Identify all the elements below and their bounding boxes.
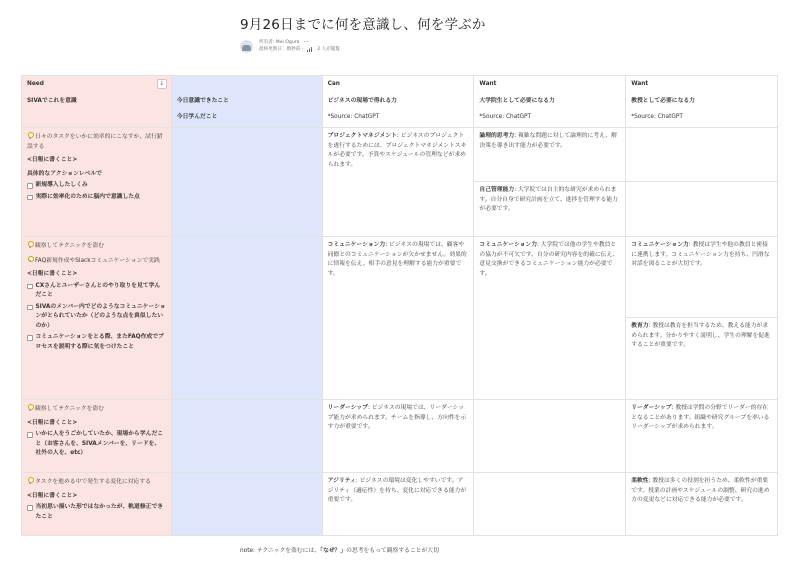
- checkbox-icon[interactable]: [27, 284, 33, 290]
- column-sublabel-2: 今日学んだこと: [176, 114, 218, 120]
- page-meta: [240, 39, 340, 53]
- prof-cell[interactable]: [626, 400, 778, 473]
- lightbulb-icon: [27, 241, 33, 248]
- today-cell[interactable]: [172, 473, 323, 536]
- today-cell[interactable]: [172, 400, 323, 473]
- column-source: *Source: ChatGPT: [631, 114, 683, 120]
- skill-term: 教育力: [631, 323, 649, 329]
- table-header-row: [22, 76, 778, 128]
- database-table: [21, 75, 778, 536]
- need-lead: 観察してテクニックを盗む: [27, 241, 166, 252]
- skill-text: : ビジネスのプロジェクトを遂行するためには、プロジェクトマネジメントスキルが必要です。予算やスケジュールの管理などが求められます。: [327, 133, 467, 168]
- grad-cell[interactable]: [474, 237, 626, 400]
- prof-cell[interactable]: [626, 473, 778, 536]
- need-cell[interactable]: [22, 400, 172, 473]
- checklist-item[interactable]: SIVAのメンバー内でどのようなコミュニケーションがとられていたか（どのような点を真似したいのか）: [27, 303, 166, 332]
- need-lead-2: FAQ新規作成やSlackコミュニケーションで実践: [27, 256, 166, 267]
- lightbulb-icon: [27, 256, 33, 263]
- checkbox-icon[interactable]: [27, 195, 33, 201]
- skill-text: : ビジネスの環境は変化しやすいです。アジリティ（適応性）を持ち、変化に対応できる能力が重要です。: [327, 478, 467, 503]
- section-heading: <日報に書くこと>: [27, 419, 78, 426]
- column-source: *Source: ChatGPT: [327, 114, 380, 120]
- column-sublabel: SIVAでこれを意識: [27, 98, 77, 104]
- lightbulb-icon: [27, 404, 33, 411]
- need-lead: 観察してテクニックを盗む: [27, 404, 166, 415]
- checklist-item[interactable]: 実際に効率化のために脳内で意識した点: [27, 193, 166, 203]
- skill-text: : 教授は学生や他の教員と密接に連携します。コミュニケーション力を持ち、円滑な対話を図ることが大切です。: [631, 242, 770, 267]
- skill-text: : 教授は教育を担当するため、教える能力が求められます。分かりやすく説明し、学生の理解を促進することが重要です。: [631, 323, 770, 348]
- checkbox-icon[interactable]: [27, 305, 33, 311]
- skill-term: コミュニケーション力: [479, 242, 538, 248]
- checklist-item[interactable]: 新規導入したしくみ: [27, 181, 166, 191]
- grad-cell[interactable]: [474, 473, 626, 536]
- footer-note: note: テクニックを盗むには、「なぜ？」の思考をもって観察することが大切: [240, 548, 439, 554]
- grad-cell[interactable]: [474, 128, 626, 237]
- skill-text: : 教授は多くの役割を担うため、柔軟性が重要です。授業の計画やスケジュールの調整、研究の進め方の変更などに対応できる能力が必要です。: [631, 478, 770, 503]
- today-cell[interactable]: [172, 237, 323, 400]
- skill-text: : 複雑な問題に対して論理的に考え、解決策を導き出す能力が必要です。: [479, 133, 617, 149]
- column-label: Need: [27, 81, 44, 87]
- skill-term: 柔軟性: [631, 478, 649, 484]
- skill-term: コミュニケーション力: [631, 242, 689, 248]
- checkbox-icon[interactable]: [27, 183, 33, 189]
- checklist-item[interactable]: いかに人をうごかしていたか、現場から学んだこと（お客さんを、SIVAメンバーを、リードを、社外の人を、etc）: [27, 430, 166, 459]
- skill-term: リーダーシップ: [327, 405, 368, 411]
- lightbulb-icon: [27, 477, 33, 484]
- column-header-can[interactable]: [323, 76, 475, 128]
- skill-text: : ビジネスの現場では、顧客や同僚とのコミュニケーションが欠かせません。効果的に情報を伝え、相手の意見を理解する能力が重要です。: [327, 242, 467, 277]
- skill-term: リーダーシップ: [631, 405, 672, 411]
- skill-term: アジリティ: [327, 478, 356, 484]
- checklist-item[interactable]: CXさんとユーザーさんとのやり取りを見て学んだこと: [27, 282, 166, 301]
- column-sublabel: 教授として必要になる力: [631, 98, 695, 104]
- skill-text: : 教授は学問の分野でリーダー的存在となることがあります。組織や研究グループを率いるリーダーシップが求められます。: [631, 405, 770, 430]
- column-header-need[interactable]: [22, 76, 172, 128]
- checkbox-icon[interactable]: [27, 335, 33, 341]
- need-lead: タスクを進める中で発生する変化に対応する: [27, 477, 166, 488]
- page-avatar-icon[interactable]: [240, 40, 253, 53]
- need-cell[interactable]: [22, 237, 172, 400]
- sort-icon[interactable]: ↓: [157, 79, 167, 89]
- viewers-icon: [307, 47, 313, 52]
- checkbox-icon[interactable]: [27, 505, 33, 511]
- can-cell[interactable]: [323, 128, 475, 237]
- table-row: [22, 400, 778, 473]
- column-label: Can: [327, 81, 340, 87]
- column-sublabel: 今日意識できたこと: [176, 98, 229, 104]
- column-label: Want: [631, 81, 649, 87]
- today-cell[interactable]: [172, 128, 323, 237]
- need-cell[interactable]: [22, 473, 172, 536]
- checklist-item[interactable]: 当初思い描いた形ではなかったが、軌道修正できたこと: [27, 503, 166, 522]
- column-sublabel: 大学院生として必要になる力: [479, 98, 555, 104]
- table-row: [22, 473, 778, 536]
- table-row: [22, 237, 778, 400]
- table-row: [22, 128, 778, 237]
- column-header-today[interactable]: [172, 76, 323, 128]
- checklist-item[interactable]: コミュニケーションをとる際、またFAQ作成でプロセスを説明する際に気をつけたこと: [27, 333, 166, 352]
- section-heading: <日報に書くこと>: [27, 157, 78, 163]
- can-cell[interactable]: [323, 237, 475, 400]
- viewers-count[interactable]: 2 人が閲覧: [317, 47, 341, 52]
- column-source: *Source: ChatGPT: [479, 114, 532, 120]
- prof-cell[interactable]: [626, 128, 778, 237]
- skill-text: : 大学院では他の学生や教員との協力が不可欠です。自分の研究内容を的確に伝え、意見交換ができるコミュニケーション能力が必要です。: [479, 242, 619, 277]
- section-heading: <日報に書くこと>: [27, 492, 78, 499]
- more-options-icon[interactable]: ···: [303, 40, 309, 45]
- skill-term: 自己管理能力: [479, 187, 515, 193]
- lightbulb-icon: [27, 132, 33, 139]
- can-cell[interactable]: [323, 400, 475, 473]
- can-cell[interactable]: [323, 473, 475, 536]
- last-updated-label: 最終更新日：数秒前 ·: [259, 47, 304, 52]
- skill-text: : 大学院では自主的な研究が求められます。自分自身で研究計画を立て、進捗を管理する能力が必要です。: [479, 187, 618, 212]
- section-heading: 具体的なアクションレベルで: [27, 170, 102, 177]
- page-title: 9月26日までに何を意識し、何を学ぶか: [240, 17, 486, 33]
- skill-term: 論理的思考力: [479, 133, 515, 139]
- column-header-grad[interactable]: [474, 76, 626, 128]
- skill-text: : ビジネスの現場では、リーダーシップ能力が求められます。チームを指導し、方向性を示す力が重要です。: [327, 405, 467, 430]
- owner-label: 所有者: Mei Ogura: [259, 40, 300, 45]
- grad-cell[interactable]: [474, 400, 626, 473]
- checkbox-icon[interactable]: [27, 432, 33, 438]
- column-sublabel: ビジネスの現場で得れる力: [327, 98, 397, 104]
- skill-term: プロジェクトマネジメント: [327, 133, 397, 139]
- skill-term: コミュニケーション力: [327, 242, 386, 248]
- need-lead: 日々のタスクをいかに効率的にこなすか、試行錯誤する: [27, 134, 163, 150]
- column-label: Want: [479, 81, 497, 87]
- need-cell[interactable]: [22, 128, 172, 237]
- section-heading: <日報に書くこと>: [27, 271, 78, 277]
- prof-cell[interactable]: [626, 237, 778, 400]
- column-header-prof[interactable]: [626, 76, 778, 128]
